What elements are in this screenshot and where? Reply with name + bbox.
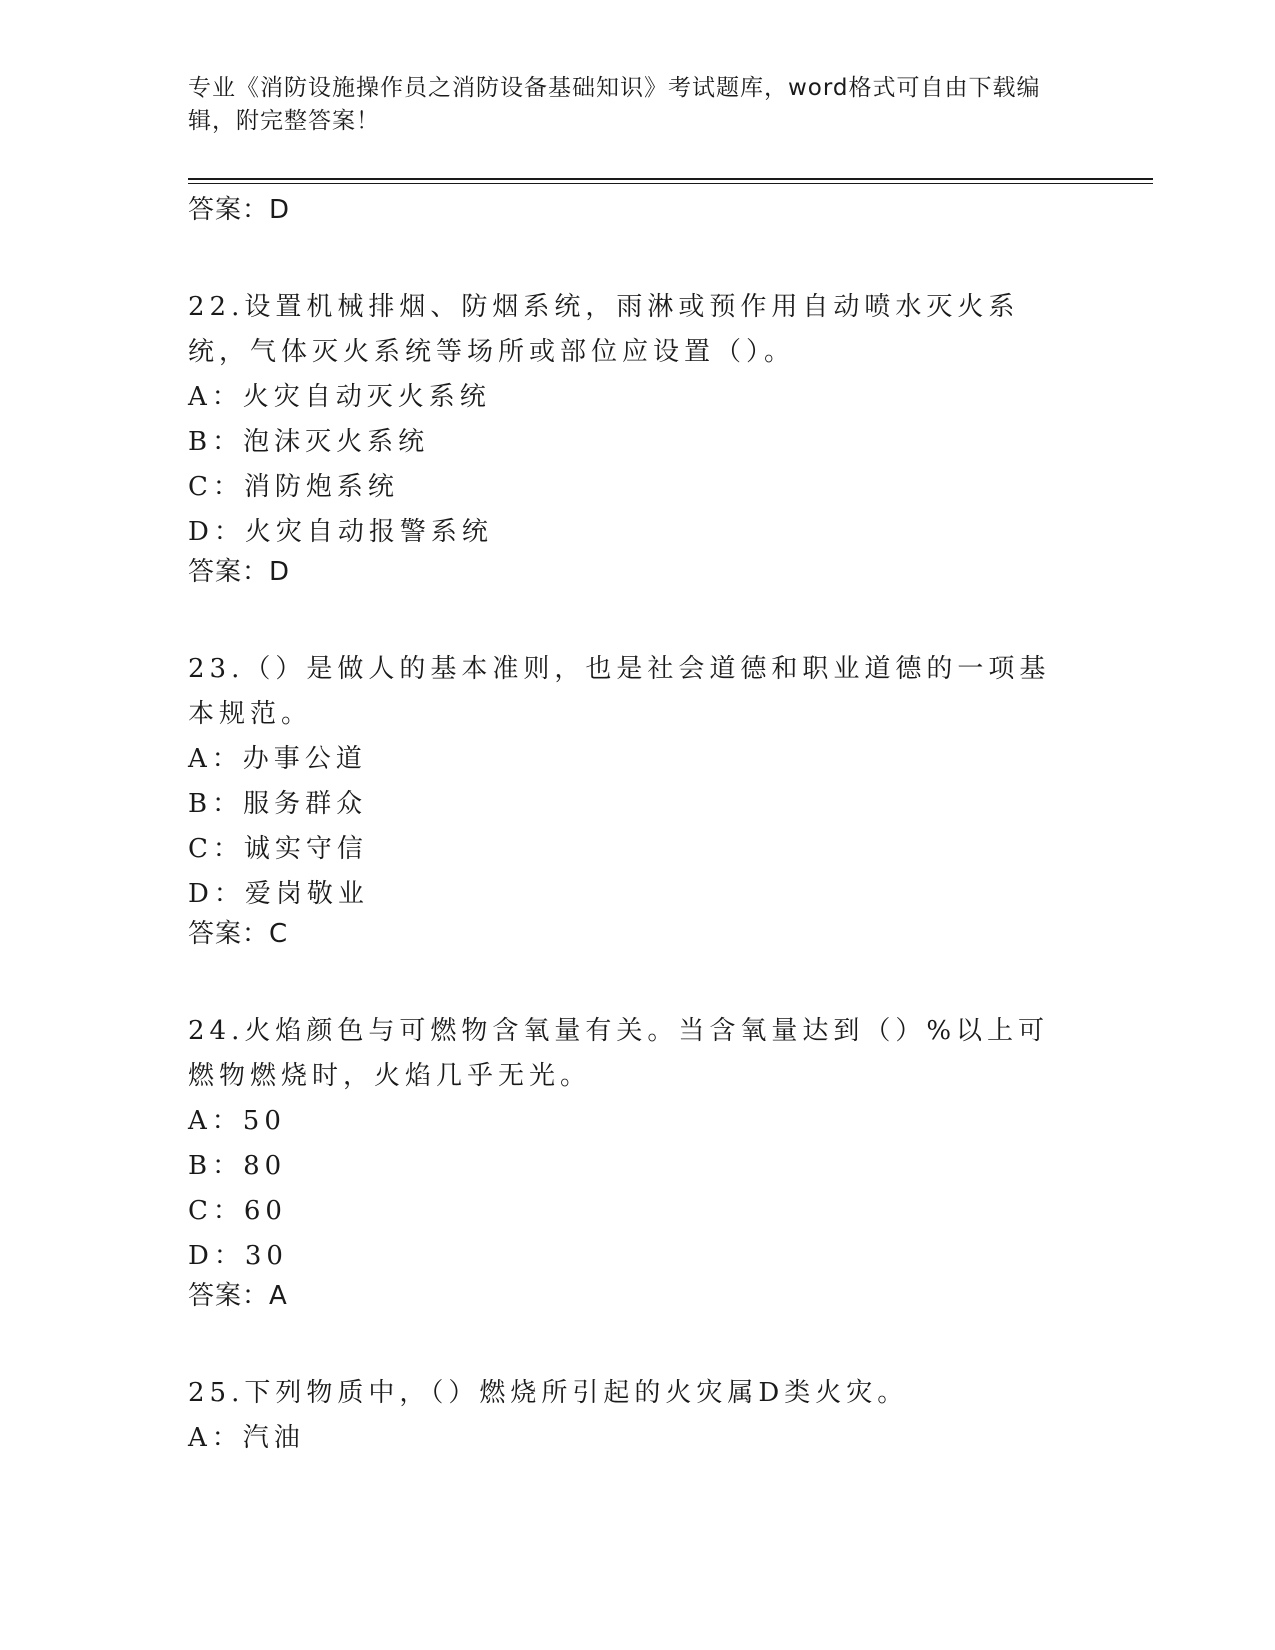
answer-line: 答案：D (188, 195, 291, 225)
question-block-25 (188, 1371, 1078, 1461)
answer-line: 答案：D (188, 557, 291, 587)
question-stem: 23.（）是做人的基本准则，也是社会道德和职业道德的一项基本规范。 (188, 654, 1051, 729)
question-block-23 (188, 647, 1078, 957)
answer-line: 答案：C (188, 919, 289, 949)
page-header: 专业《消防设施操作员之消防设备基础知识》考试题库，word格式可自由下载编辑，附完整答案！ (188, 75, 1041, 134)
option-a: A：50 (188, 1106, 286, 1136)
spacer (188, 595, 1078, 647)
option-a: A：办事公道 (188, 744, 367, 774)
option-a: A：汽油 (188, 1423, 305, 1453)
header-divider-thin (188, 183, 1153, 184)
spacer (188, 957, 1078, 1009)
answer-line: 答案：A (188, 1281, 288, 1311)
spacer (188, 1319, 1078, 1371)
option-d: D：爱岗敬业 (188, 879, 369, 909)
option-b: B：泡沫灭火系统 (188, 427, 430, 457)
option-b: B：80 (188, 1151, 287, 1181)
option-c: C：诚实守信 (188, 834, 368, 864)
question-stem: 25.下列物质中，（）燃烧所引起的火灾属D类火灾。 (188, 1378, 909, 1408)
option-d: D：火灾自动报警系统 (188, 517, 493, 547)
option-d: D：30 (188, 1241, 288, 1271)
document-page (188, 0, 1153, 1650)
question-block-24 (188, 1009, 1078, 1319)
option-c: C：60 (188, 1196, 287, 1226)
question-stem: 24.火焰颜色与可燃物含氧量有关。当含氧量达到（）%以上可燃物燃烧时，火焰几乎无光。 (188, 1016, 1050, 1091)
question-block-22 (188, 285, 1078, 595)
option-b: B：服务群众 (188, 789, 368, 819)
spacer (188, 233, 1078, 285)
header-divider-thick (188, 178, 1153, 180)
question-list (188, 193, 1078, 1461)
question-stem: 22.设置机械排烟、防烟系统，雨淋或预作用自动喷水灭火系统，气体灭火系统等场所或部位应设置（）。 (188, 292, 1020, 367)
option-c: C：消防炮系统 (188, 472, 399, 502)
option-a: A：火灾自动灭火系统 (188, 382, 491, 412)
